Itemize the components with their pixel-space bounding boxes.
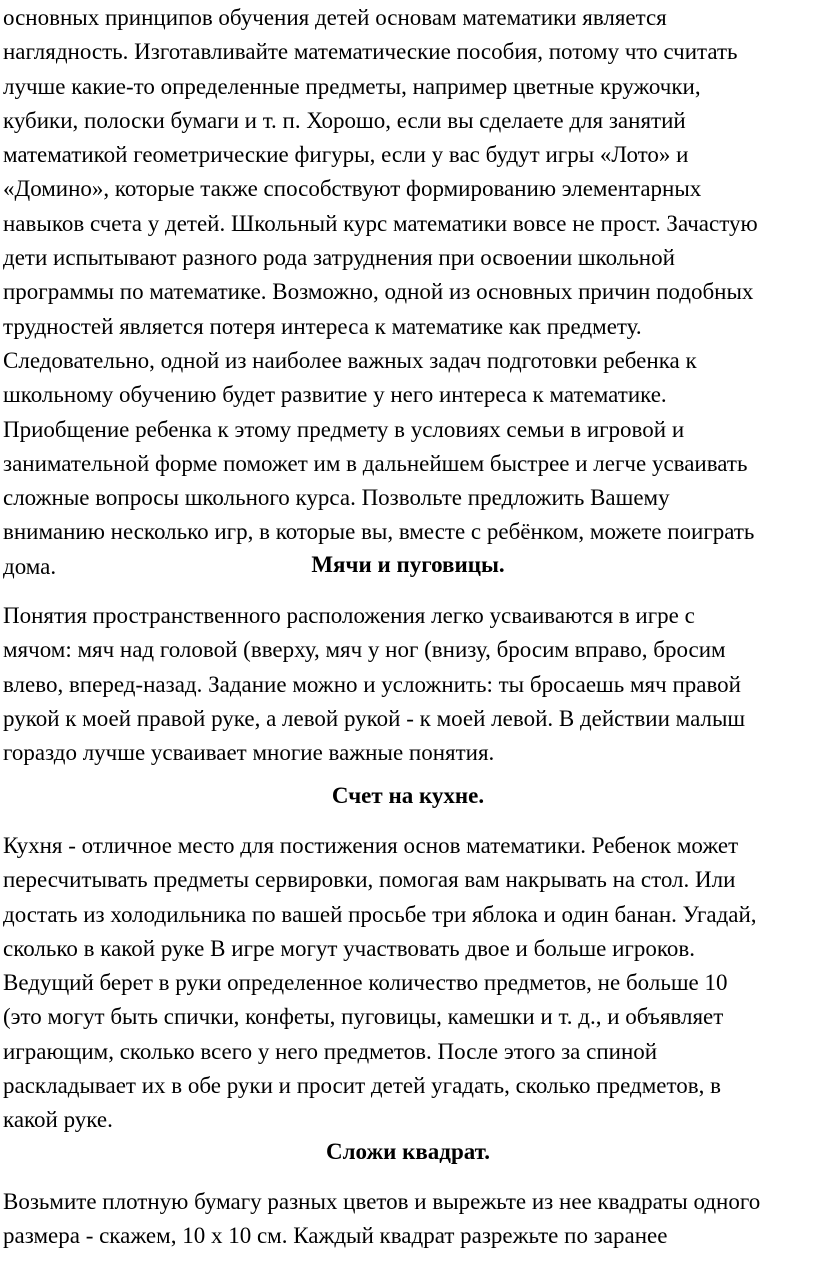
text-line: гораздо лучше усваивает многие важные понятия.	[3, 740, 495, 766]
text-line: трудностей является потеря интереса к математике как предмету.	[3, 313, 642, 339]
section-heading-fold-square: Сложи квадрат.	[326, 1139, 490, 1164]
text-line: Ведущий берет в руки определенное количество предметов, не больше 10	[3, 970, 728, 996]
text-line: дома.	[3, 553, 57, 579]
text-line: дети испытывают разного рода затруднения при освоении школьной	[3, 245, 675, 271]
text-line: размера - скажем, 10 х 10 см. Каждый квадрат разрежьте по заранее	[3, 1223, 668, 1249]
text-line: пересчитывать предметы сервировки, помогая вам накрывать на стол. Или	[3, 867, 736, 893]
text-line: достать из холодильника по вашей просьбе три яблока и один банан. Угадай,	[3, 901, 757, 927]
text-line: Понятия пространственного расположения легко усваиваются в игре с	[3, 603, 695, 628]
section-paragraph-fold-square	[3, 1185, 813, 1254]
text-line: «Домино», которые также способствуют формированию элементарных	[3, 176, 702, 202]
text-line: школьному обучению будет развитие у него интереса к математике.	[3, 382, 667, 408]
text-line: сколько в какой руке В игре могут участвовать двое и больше игроков.	[3, 935, 695, 961]
text-line: сложные вопросы школьного курса. Позвольте предложить Вашему	[3, 485, 670, 511]
text-line: Приобщение ребенка к этому предмету в условиях семьи в игровой и	[3, 416, 685, 442]
text-line: мячом: мяч над головой (вверху, мяч у ног (внизу, бросим вправо, бросим	[3, 637, 726, 663]
section-paragraph-balls-buttons	[3, 599, 813, 770]
text-line: вниманию несколько игр, в которые вы, вместе с ребёнком, можете поиграть	[3, 519, 755, 545]
text-line: Кухня - отличное место для постижения основ математики. Ребенок может	[3, 833, 739, 858]
text-line: программы по математике. Возможно, одной из основных причин подобных	[3, 279, 754, 305]
text-line: кубики, полоски бумаги и т. п. Хорошо, если вы сделаете для занятий	[3, 107, 686, 133]
intro-paragraph	[3, 1, 813, 584]
text-line: Возьмите плотную бумагу разных цветов и вырежьте из нее квадраты одного	[3, 1189, 761, 1214]
text-line: влево, вперед-назад. Задание можно и усложнить: ты бросаешь мяч правой	[3, 671, 741, 697]
text-line: основных принципов обучения детей основам математики является	[3, 5, 667, 30]
text-line: лучше какие-то определенные предметы, например цветные кружочки,	[3, 73, 701, 99]
text-line: навыков счета у детей. Школьный курс математики вовсе не прост. Зачастую	[3, 210, 758, 236]
text-line: математикой геометрические фигуры, если у вас будут игры «Лото» и	[3, 142, 689, 168]
text-line: наглядность. Изготавливайте математические пособия, потому что считать	[3, 39, 738, 65]
text-line: занимательной форме поможет им в дальнейшем быстрее и легче усваивать	[3, 450, 748, 476]
section-heading-balls-buttons: Мячи и пуговицы.	[311, 552, 505, 577]
text-line: рукой к моей правой руке, а левой рукой - к моей левой. В действии малыш	[3, 705, 746, 731]
text-line: играющим, сколько всего у него предметов. После этого за спиной	[3, 1038, 658, 1064]
text-line: раскладывает их в обе руки и просит детей угадать, сколько предметов, в	[3, 1073, 721, 1099]
section-heading-kitchen-count: Счет на кухне.	[331, 783, 485, 808]
section-paragraph-kitchen-count	[3, 829, 813, 1138]
text-line: Следовательно, одной из наиболее важных задач подготовки ребенка к	[3, 347, 697, 373]
text-line: какой руке.	[3, 1107, 113, 1133]
text-line: (это могут быть спички, конфеты, пуговицы, камешки и т. д., и объявляет	[3, 1004, 724, 1030]
